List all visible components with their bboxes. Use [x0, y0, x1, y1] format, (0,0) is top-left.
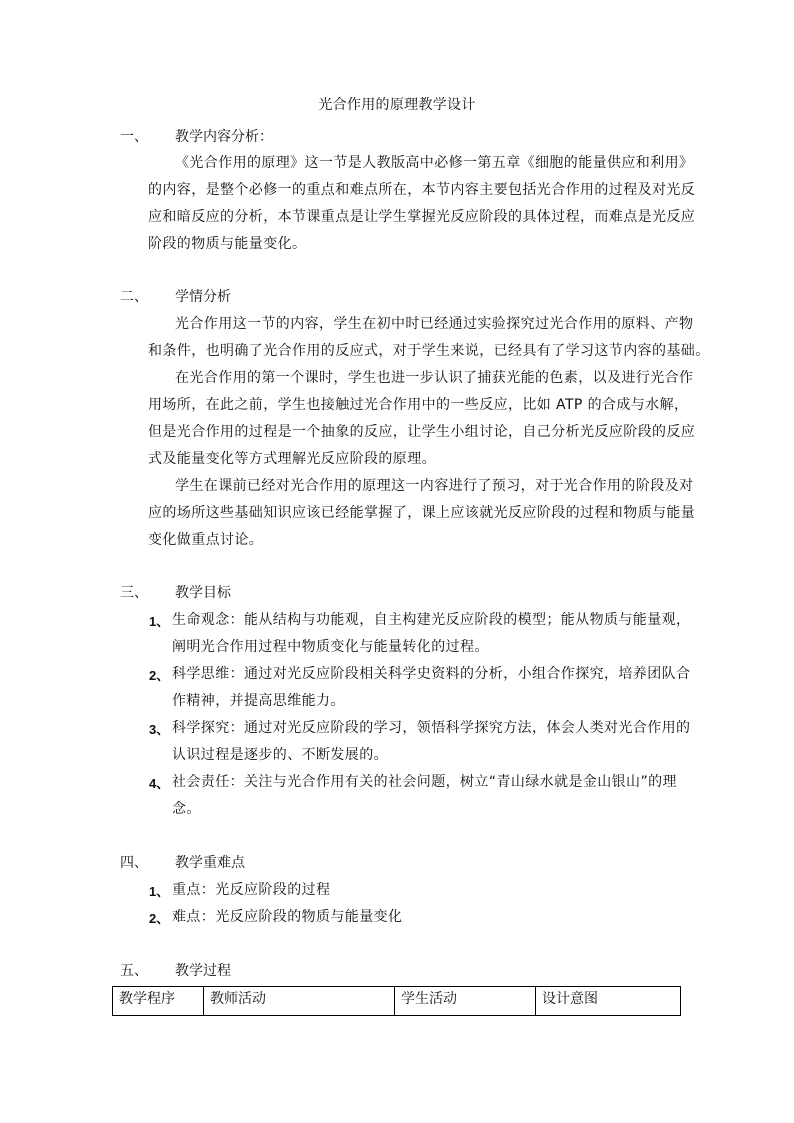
section-number: 三、 [120, 585, 148, 601]
section-3-heading [120, 582, 231, 602]
section-4-heading [120, 852, 245, 872]
section-number: 一、 [120, 129, 148, 145]
paragraph-line: 应和暗反应的分析，本节课重点是让学生掌握光反应阶段的具体过程，而难点是光反应 [148, 209, 696, 225]
list-item-number: 2、 [149, 911, 170, 926]
section-number: 二、 [120, 289, 148, 305]
section-number: 四、 [120, 855, 148, 871]
section-1-heading [120, 126, 273, 146]
list-item-line: 社会责任：关注与光合作用有关的社会问题，树立“青山绿水就是金山银山”的理 [172, 774, 677, 790]
paragraph-line: 用场所，在此之前，学生也接触过光合作用中的一些反应，比如 ATP 的合成与水解， [148, 397, 689, 413]
table-header-cell: 设计意图 [536, 987, 681, 1016]
section-title: 教学过程 [175, 963, 231, 979]
list-item-line: 难点：光反应阶段的物质与能量变化 [172, 909, 403, 925]
table-header-row [113, 987, 681, 1016]
paragraph-line: 阶段的物质与能量变化。 [148, 236, 307, 252]
section-2-heading [120, 286, 231, 306]
paragraph-line: 学生在课前已经对光合作用的原理这一内容进行了预习，对于光合作用的阶段及对 [175, 478, 694, 494]
teaching-process-table [112, 986, 681, 1016]
list-item-line: 作精神，并提高思维能力。 [172, 693, 345, 709]
list-item-number: 1、 [149, 884, 170, 899]
table-header-cell: 教师活动 [204, 987, 395, 1016]
list-item-line: 科学思维：通过对光反应阶段相关科学史资料的分析，小组合作探究，培养团队合 [172, 666, 691, 682]
paragraph-line: 式及能量变化等方式理解光反应阶段的原理。 [148, 451, 436, 467]
section-5-heading [120, 960, 231, 980]
section-title: 教学重难点 [175, 855, 245, 871]
list-item-line: 阐明光合作用过程中物质变化与能量转化的过程。 [172, 639, 489, 655]
list-item-line: 念。 [172, 801, 201, 817]
paragraph-line: 但是光合作用的过程是一个抽象的反应，让学生小组讨论，自己分析光反应阶段的反应 [148, 424, 696, 440]
list-item-number: 3、 [149, 722, 170, 737]
list-item-number: 4、 [149, 776, 170, 791]
list-item-line: 重点：光反应阶段的过程 [172, 882, 331, 898]
section-title: 教学目标 [175, 585, 231, 601]
document-title: 光合作用的原理教学设计 [318, 97, 476, 113]
table-header-cell: 学生活动 [395, 987, 536, 1016]
paragraph-line: 变化做重点讨论。 [148, 532, 264, 548]
paragraph-line: 光合作用这一节的内容，学生在初中时已经通过实验探究过光合作用的原料、产物 [175, 316, 694, 332]
paragraph-line: 和条件，也明确了光合作用的反应式，对于学生来说，已经具有了学习这节内容的基础。 [148, 343, 710, 359]
section-title: 学情分析 [175, 289, 231, 305]
list-item-number: 2、 [149, 668, 170, 683]
paragraph-line: 应的场所这些基础知识应该已经能掌握了，课上应该就光反应阶段的过程和物质与能量 [148, 505, 696, 521]
list-item-number: 1、 [149, 614, 170, 629]
section-number: 五、 [120, 963, 148, 979]
table-header-cell: 教学程序 [113, 987, 204, 1016]
paragraph-line: 在光合作用的第一个课时，学生也进一步认识了捕获光能的色素，以及进行光合作 [175, 370, 694, 386]
list-item-line: 科学探究：通过对光反应阶段的学习，领悟科学探究方法，体会人类对光合作用的 [172, 720, 691, 736]
paragraph-line: 《光合作用的原理》这一节是人教版高中必修一第五章《细胞的能量供应和利用》 [175, 155, 694, 171]
paragraph-line: 的内容，是整个必修一的重点和难点所在，本节内容主要包括光合作用的过程及对光反 [148, 182, 696, 198]
list-item-line: 生命观念：能从结构与功能观，自主构建光反应阶段的模型；能从物质与能量观， [172, 612, 691, 628]
section-title: 教学内容分析： [175, 129, 273, 145]
list-item-line: 认识过程是逐步的、不断发展的。 [172, 747, 388, 763]
